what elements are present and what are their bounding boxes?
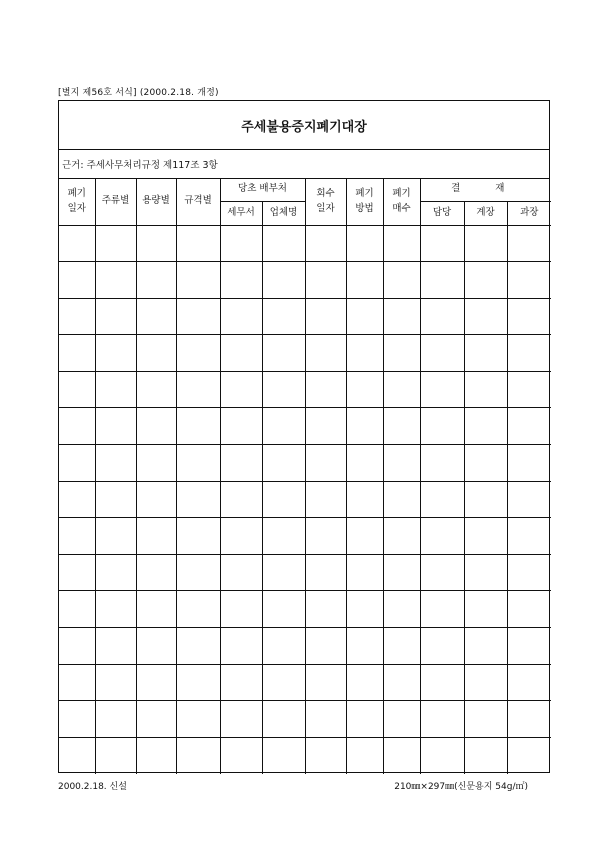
table-cell[interactable]	[176, 664, 220, 701]
column-header-by-standard: 규격별	[176, 179, 220, 225]
table-row	[59, 701, 551, 738]
table-cell[interactable]	[220, 737, 262, 774]
table-cell[interactable]	[262, 298, 305, 335]
table-cell[interactable]	[383, 445, 420, 482]
table-cell[interactable]	[136, 225, 176, 262]
table-cell[interactable]	[136, 262, 176, 299]
table-cell[interactable]	[59, 262, 95, 299]
table-cell[interactable]	[136, 701, 176, 738]
footer-established-note: 2000.2.18. 신설	[58, 782, 127, 792]
table-cell[interactable]	[464, 371, 507, 408]
table-cell[interactable]	[220, 335, 262, 372]
table-cell[interactable]	[346, 481, 383, 518]
column-header-disposal-method	[346, 179, 383, 225]
table-cell[interactable]	[464, 335, 507, 372]
table-cell[interactable]	[507, 701, 551, 738]
table-cell[interactable]	[176, 262, 220, 299]
table-cell[interactable]	[95, 737, 136, 774]
table-cell[interactable]	[305, 554, 346, 591]
table-cell[interactable]	[383, 262, 420, 299]
column-header-tax-office: 세무서	[220, 201, 262, 225]
table-cell[interactable]	[507, 225, 551, 262]
table-cell[interactable]	[464, 701, 507, 738]
column-header-line: 일자	[67, 202, 86, 214]
table-cell[interactable]	[420, 628, 464, 665]
table-cell[interactable]	[383, 628, 420, 665]
table-row	[59, 481, 551, 518]
table-cell[interactable]	[220, 518, 262, 555]
table-cell[interactable]	[59, 554, 95, 591]
table-cell[interactable]	[220, 481, 262, 518]
table-cell[interactable]	[59, 225, 95, 262]
table-cell[interactable]	[59, 518, 95, 555]
table-cell[interactable]	[305, 335, 346, 372]
table-cell[interactable]	[95, 298, 136, 335]
table-cell[interactable]	[346, 262, 383, 299]
column-header-approval: 결 재	[420, 179, 551, 201]
table-cell[interactable]	[507, 481, 551, 518]
table-cell[interactable]	[220, 591, 262, 628]
table-cell[interactable]	[507, 408, 551, 445]
table-cell[interactable]	[176, 701, 220, 738]
table-cell[interactable]	[420, 225, 464, 262]
table-cell[interactable]	[420, 664, 464, 701]
table-cell[interactable]	[507, 628, 551, 665]
table-row	[59, 445, 551, 482]
table-cell[interactable]	[220, 628, 262, 665]
table-cell[interactable]	[305, 737, 346, 774]
table-cell[interactable]	[420, 518, 464, 555]
table-cell[interactable]	[420, 737, 464, 774]
table-cell[interactable]	[383, 481, 420, 518]
table-cell[interactable]	[136, 591, 176, 628]
table-cell[interactable]	[346, 298, 383, 335]
table-cell[interactable]	[305, 408, 346, 445]
table-cell[interactable]	[383, 554, 420, 591]
table-cell[interactable]	[176, 518, 220, 555]
table-cell[interactable]	[420, 554, 464, 591]
table-cell[interactable]	[464, 262, 507, 299]
table-cell[interactable]	[507, 591, 551, 628]
table-cell[interactable]	[136, 664, 176, 701]
table-cell[interactable]	[262, 408, 305, 445]
table-cell[interactable]	[464, 737, 507, 774]
table-cell[interactable]	[464, 408, 507, 445]
table-cell[interactable]	[262, 628, 305, 665]
footer-paper-spec: 210㎜×297㎜(신문용지 54g/㎡)	[394, 782, 528, 792]
table-cell[interactable]	[346, 408, 383, 445]
table-cell[interactable]	[464, 628, 507, 665]
table-cell[interactable]	[95, 628, 136, 665]
form-number-header: [별지 제56호 서식] (2000.2.18. 개정)	[58, 88, 219, 98]
table-cell[interactable]	[346, 335, 383, 372]
table-cell[interactable]	[59, 445, 95, 482]
table-cell[interactable]	[59, 701, 95, 738]
table-cell[interactable]	[507, 737, 551, 774]
table-cell[interactable]	[383, 298, 420, 335]
table-cell[interactable]	[346, 445, 383, 482]
table-cell[interactable]	[383, 371, 420, 408]
table-cell[interactable]	[95, 554, 136, 591]
table-cell[interactable]	[305, 445, 346, 482]
column-header-line: 회수	[316, 188, 335, 200]
table-cell[interactable]	[262, 481, 305, 518]
table-cell[interactable]	[305, 298, 346, 335]
table-cell[interactable]	[420, 408, 464, 445]
table-cell[interactable]	[59, 371, 95, 408]
table-cell[interactable]	[262, 664, 305, 701]
table-cell[interactable]	[383, 591, 420, 628]
table-cell[interactable]	[346, 664, 383, 701]
table-cell[interactable]	[346, 737, 383, 774]
table-cell[interactable]	[136, 737, 176, 774]
table-cell[interactable]	[95, 664, 136, 701]
ledger-table	[59, 179, 551, 774]
table-row	[59, 371, 551, 408]
table-cell[interactable]	[176, 445, 220, 482]
table-cell[interactable]	[346, 225, 383, 262]
table-cell[interactable]	[220, 701, 262, 738]
table-cell[interactable]	[346, 371, 383, 408]
table-cell[interactable]	[346, 591, 383, 628]
table-cell[interactable]	[59, 408, 95, 445]
table-cell[interactable]	[95, 591, 136, 628]
table-cell[interactable]	[383, 408, 420, 445]
table-cell[interactable]	[507, 262, 551, 299]
table-cell[interactable]	[176, 737, 220, 774]
table-cell[interactable]	[95, 408, 136, 445]
column-header-staff: 담당	[420, 201, 464, 225]
table-cell[interactable]	[176, 408, 220, 445]
table-cell[interactable]	[59, 737, 95, 774]
table-cell[interactable]	[507, 664, 551, 701]
table-cell[interactable]	[420, 335, 464, 372]
table-cell[interactable]	[305, 225, 346, 262]
column-header-by-type: 주류별	[95, 179, 136, 225]
table-cell[interactable]	[346, 518, 383, 555]
column-header-line: 폐기	[67, 188, 86, 200]
table-cell[interactable]	[136, 554, 176, 591]
table-cell[interactable]	[464, 554, 507, 591]
table-cell[interactable]	[59, 591, 95, 628]
table-cell[interactable]	[95, 371, 136, 408]
table-cell[interactable]	[383, 664, 420, 701]
table-cell[interactable]	[262, 225, 305, 262]
table-cell[interactable]	[95, 518, 136, 555]
table-cell[interactable]	[346, 554, 383, 591]
table-cell[interactable]	[262, 262, 305, 299]
table-cell[interactable]	[59, 628, 95, 665]
table-row	[59, 664, 551, 701]
column-header-by-capacity: 용량별	[136, 179, 176, 225]
table-cell[interactable]	[220, 408, 262, 445]
table-cell[interactable]	[95, 701, 136, 738]
column-header-line: 폐기	[392, 188, 411, 200]
table-cell[interactable]	[220, 225, 262, 262]
table-cell[interactable]	[305, 518, 346, 555]
table-cell[interactable]	[176, 591, 220, 628]
table-cell[interactable]	[305, 262, 346, 299]
table-cell[interactable]	[95, 225, 136, 262]
table-cell[interactable]	[262, 737, 305, 774]
table-cell[interactable]	[346, 701, 383, 738]
table-row	[59, 554, 551, 591]
table-cell[interactable]	[176, 335, 220, 372]
table-cell[interactable]	[420, 591, 464, 628]
table-cell[interactable]	[383, 225, 420, 262]
table-cell[interactable]	[136, 445, 176, 482]
table-cell[interactable]	[464, 481, 507, 518]
table-cell[interactable]	[262, 554, 305, 591]
table-row	[59, 737, 551, 774]
table-cell[interactable]	[383, 335, 420, 372]
table-cell[interactable]	[136, 518, 176, 555]
table-cell[interactable]	[59, 664, 95, 701]
table-cell[interactable]	[262, 701, 305, 738]
table-cell[interactable]	[136, 481, 176, 518]
table-cell[interactable]	[136, 298, 176, 335]
column-header-chief: 계장	[464, 201, 507, 225]
table-cell[interactable]	[262, 591, 305, 628]
table-cell[interactable]	[220, 664, 262, 701]
table-cell[interactable]	[176, 628, 220, 665]
column-header-line: 폐기	[355, 188, 374, 200]
table-cell[interactable]	[464, 518, 507, 555]
table-row	[59, 628, 551, 665]
table-cell[interactable]	[95, 262, 136, 299]
table-cell[interactable]	[220, 371, 262, 408]
table-cell[interactable]	[136, 408, 176, 445]
column-header-line: 매수	[392, 202, 411, 214]
table-cell[interactable]	[464, 445, 507, 482]
table-row	[59, 591, 551, 628]
table-cell[interactable]	[220, 262, 262, 299]
table-cell[interactable]	[420, 701, 464, 738]
column-header-line: 당초 배부처	[238, 183, 287, 195]
table-cell[interactable]	[464, 591, 507, 628]
column-header-disposal-count	[383, 179, 420, 225]
table-cell[interactable]	[383, 737, 420, 774]
table-cell[interactable]	[176, 225, 220, 262]
ledger-form	[58, 100, 550, 773]
column-header-line: 방법	[355, 202, 374, 214]
table-row	[59, 298, 551, 335]
form-title: 주세불용증지폐기대장	[59, 101, 549, 150]
table-cell[interactable]	[95, 335, 136, 372]
column-header-collection-date	[305, 179, 346, 225]
table-cell[interactable]	[420, 481, 464, 518]
table-cell[interactable]	[507, 371, 551, 408]
table-cell[interactable]	[262, 518, 305, 555]
table-cell[interactable]	[176, 481, 220, 518]
table-cell[interactable]	[507, 445, 551, 482]
table-cell[interactable]	[305, 701, 346, 738]
table-cell[interactable]	[136, 628, 176, 665]
table-cell[interactable]	[507, 298, 551, 335]
table-row	[59, 518, 551, 555]
table-cell[interactable]	[305, 628, 346, 665]
table-cell[interactable]	[305, 664, 346, 701]
table-cell[interactable]	[95, 445, 136, 482]
table-cell[interactable]	[507, 518, 551, 555]
table-cell[interactable]	[95, 481, 136, 518]
table-cell[interactable]	[136, 335, 176, 372]
table-cell[interactable]	[59, 298, 95, 335]
table-cell[interactable]	[59, 335, 95, 372]
table-cell[interactable]	[262, 445, 305, 482]
table-cell[interactable]	[305, 591, 346, 628]
column-header-disposal-date	[59, 179, 95, 225]
table-cell[interactable]	[305, 481, 346, 518]
table-cell[interactable]	[420, 298, 464, 335]
table-cell[interactable]	[507, 335, 551, 372]
table-cell[interactable]	[262, 371, 305, 408]
table-cell[interactable]	[420, 445, 464, 482]
table-cell[interactable]	[59, 481, 95, 518]
table-row	[59, 408, 551, 445]
table-cell[interactable]	[383, 701, 420, 738]
table-cell[interactable]	[136, 371, 176, 408]
table-row	[59, 262, 551, 299]
table-cell[interactable]	[220, 554, 262, 591]
table-cell[interactable]	[346, 628, 383, 665]
table-cell[interactable]	[420, 262, 464, 299]
table-cell[interactable]	[464, 664, 507, 701]
column-header-director: 과장	[507, 201, 551, 225]
table-cell[interactable]	[305, 371, 346, 408]
table-cell[interactable]	[420, 371, 464, 408]
table-cell[interactable]	[507, 554, 551, 591]
table-cell[interactable]	[262, 335, 305, 372]
table-cell[interactable]	[220, 298, 262, 335]
legal-basis: 근거: 주세사무처리규정 제117조 3항	[59, 150, 549, 179]
table-cell[interactable]	[383, 518, 420, 555]
column-header-business: 업체명	[262, 201, 305, 225]
table-cell[interactable]	[176, 298, 220, 335]
table-cell[interactable]	[464, 298, 507, 335]
table-cell[interactable]	[176, 554, 220, 591]
table-cell[interactable]	[176, 371, 220, 408]
table-cell[interactable]	[220, 445, 262, 482]
column-header-original-distribution	[220, 179, 305, 201]
column-header-line: 일자	[316, 202, 335, 214]
table-cell[interactable]	[464, 225, 507, 262]
table-row	[59, 225, 551, 262]
table-row	[59, 335, 551, 372]
